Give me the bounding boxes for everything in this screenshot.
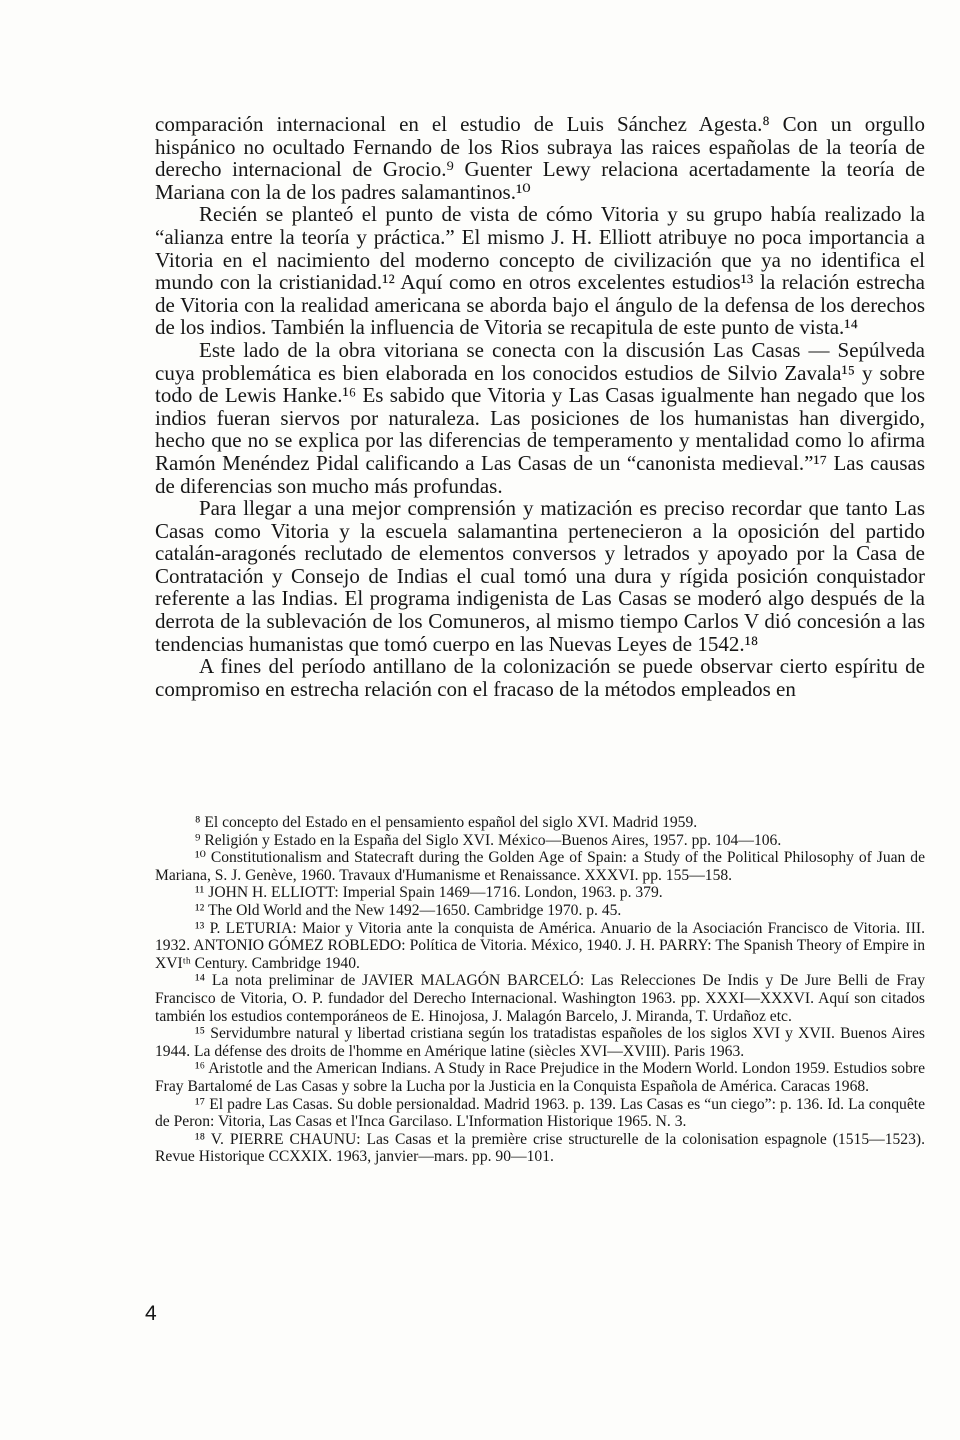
footnote: ¹⁰ Constitutionalism and Statecraft during the Golden Age of Spain: a Study of the Political Philosophy of Juan de Mariana, S. J. Genève, 1960. Travaux d'Humanisme et Renaissance. XXXVI. pp. 155—158.	[155, 849, 925, 884]
footnote: ¹⁸ V. PIERRE CHAUNU: Las Casas et la première crise structurelle de la colonisation espagnole (1515—1523). Revue Historique CCXXIX. 1963, janvier—mars. pp. 90—101.	[155, 1130, 925, 1166]
main-text	[155, 113, 925, 700]
paragraph: Para llegar a una mejor comprensión y matización es preciso recordar que tanto Las Casas como Vitoria y la escuela salamantina pertenecieron a la oposición del partido catalán-aragonés reclutado de elementos conversos y letrados y apoyado por la Casa de Contratación y Consejo de Indias el cual tomó una dura y rígida posición conquistador referente a las Indias. El programa indigenista de Las Casas se moderó algo después de la derrota de la sublevación de los Comuneros, al mismo tiempo Carlos V dió concesión a las tendencias humanistas que tomó cuerpo en las Nuevas Leyes de 1542.¹⁸	[155, 496, 925, 656]
paragraph: Recién se planteó el punto de vista de cómo Vitoria y su grupo había realizado la “alianza entre la teoría y práctica.” El mismo J. H. Elliott atribuye no poca importancia a Vitoria en el nacimiento del moderno concepto de civilización que ya no identifica el mundo con la cristianidad.¹² Aquí como en otros excelentes estudios¹³ la relación estrecha de Vitoria con la realidad americana se aborda bajo el ángulo de la defensa de los derechos de los indios. También la influencia de Vitoria se recapitula de este punto de vista.¹⁴	[155, 202, 925, 340]
footnote: ¹¹ JOHN H. ELLIOTT: Imperial Spain 1469—1716. London, 1963. p. 379.	[195, 884, 663, 902]
footnote: ¹⁵ Servidumbre natural y libertad cristiana según los tratadistas españoles de los siglos XVI y XVII. Buenos Aires 1944. La défense des droits de l'homme en Amérique latine (siècles XVI—XVIII). Paris 1963.	[155, 1025, 925, 1060]
paragraph: comparación internacional en el estudio de Luis Sánchez Agesta.⁸ Con un orgullo hispánico no ocultado Fernando de los Rios subraya las raices españolas de la teoría de derecho internacional de Grocio.⁹ Guenter Lewy relaciona acertadamente la teoría de Mariana con la de los padres salamantinos.¹⁰	[155, 112, 925, 204]
footnote: ¹⁶ Aristotle and the American Indians. A Study in Race Prejudice in the Modern World. London 1959. Estudios sobre Fray Bartalomé de Las Casas y sobre la Lucha por la Justicia en la Conquista Española de América. Caracas 1968.	[155, 1060, 925, 1095]
page-number: 4	[145, 1302, 157, 1325]
footnote: ¹⁴ La nota preliminar de JAVIER MALAGÓN BARCELÓ: Las Relecciones De Indis y De Jure Belli de Fray Francisco de Vitoria, O. P. fundador del Derecho Internacional. Washington 1963. pp. XXXI—XXXVI. Aquí son citados también los estudios contemporáneos de E. Hinojosa, J. Malagón Barcelo, J. Miranda, T. Urdañoz etc.	[155, 972, 925, 1025]
footnote: ¹³ P. LETURIA: Maior y Vitoria ante la conquista de América. Anuario de la Asociación Francisco de Vitoria. III. 1932. ANTONIO GÓMEZ ROBLEDO: Política de Vitoria. México, 1940. J. H. PARRY: The Spanish Theory of Empire in XVIᵗʰ Century. Cambridge 1940.	[155, 919, 925, 972]
footnote: ⁸ El concepto del Estado en el pensamiento español del siglo XVI. Madrid 1959.	[195, 814, 698, 831]
footnote: ¹⁷ El padre Las Casas. Su doble persionaldad. Madrid 1963. p. 139. Las Casas es “un ciego”: p. 136. Id. La conquête de Peron: Vitoria, Las Casas et l'Inca Garcilaso. L'Information Historique 1965. N. 3.	[155, 1095, 925, 1131]
footnotes	[155, 814, 925, 1166]
paragraph: Este lado de la obra vitoriana se conecta con la discusión Las Casas — Sepúlveda cuya problemática es bien elaborada en los conocidos estudios de Silvio Zavala¹⁵ y sobre todo de Lewis Hanke.¹⁶ Es sabido que Vitoria y Las Casas igualmente han negado que los indios fueran siervos por naturaleza. Las posiciones de los humanistas han divergido, hecho que no se explica por las diferencias de temperamento y mentalidad como lo afirma Ramón Menéndez Pidal calificando a Las Casas de un “canonista medieval.”¹⁷ Las causas de diferencias son mucho más profundas.	[155, 337, 925, 498]
footnote: ¹² The Old World and the New 1492—1650. Cambridge 1970. p. 45.	[195, 901, 622, 919]
paragraph: A fines del período antillano de la colonización se puede observar cierto espíritu de compromiso en estrecha relación con el fracaso de la métodos empleados en	[155, 654, 925, 701]
footnote: ⁹ Religión y Estado en la España del Siglo XVI. México—Buenos Aires, 1957. pp. 104—106.	[195, 831, 782, 849]
